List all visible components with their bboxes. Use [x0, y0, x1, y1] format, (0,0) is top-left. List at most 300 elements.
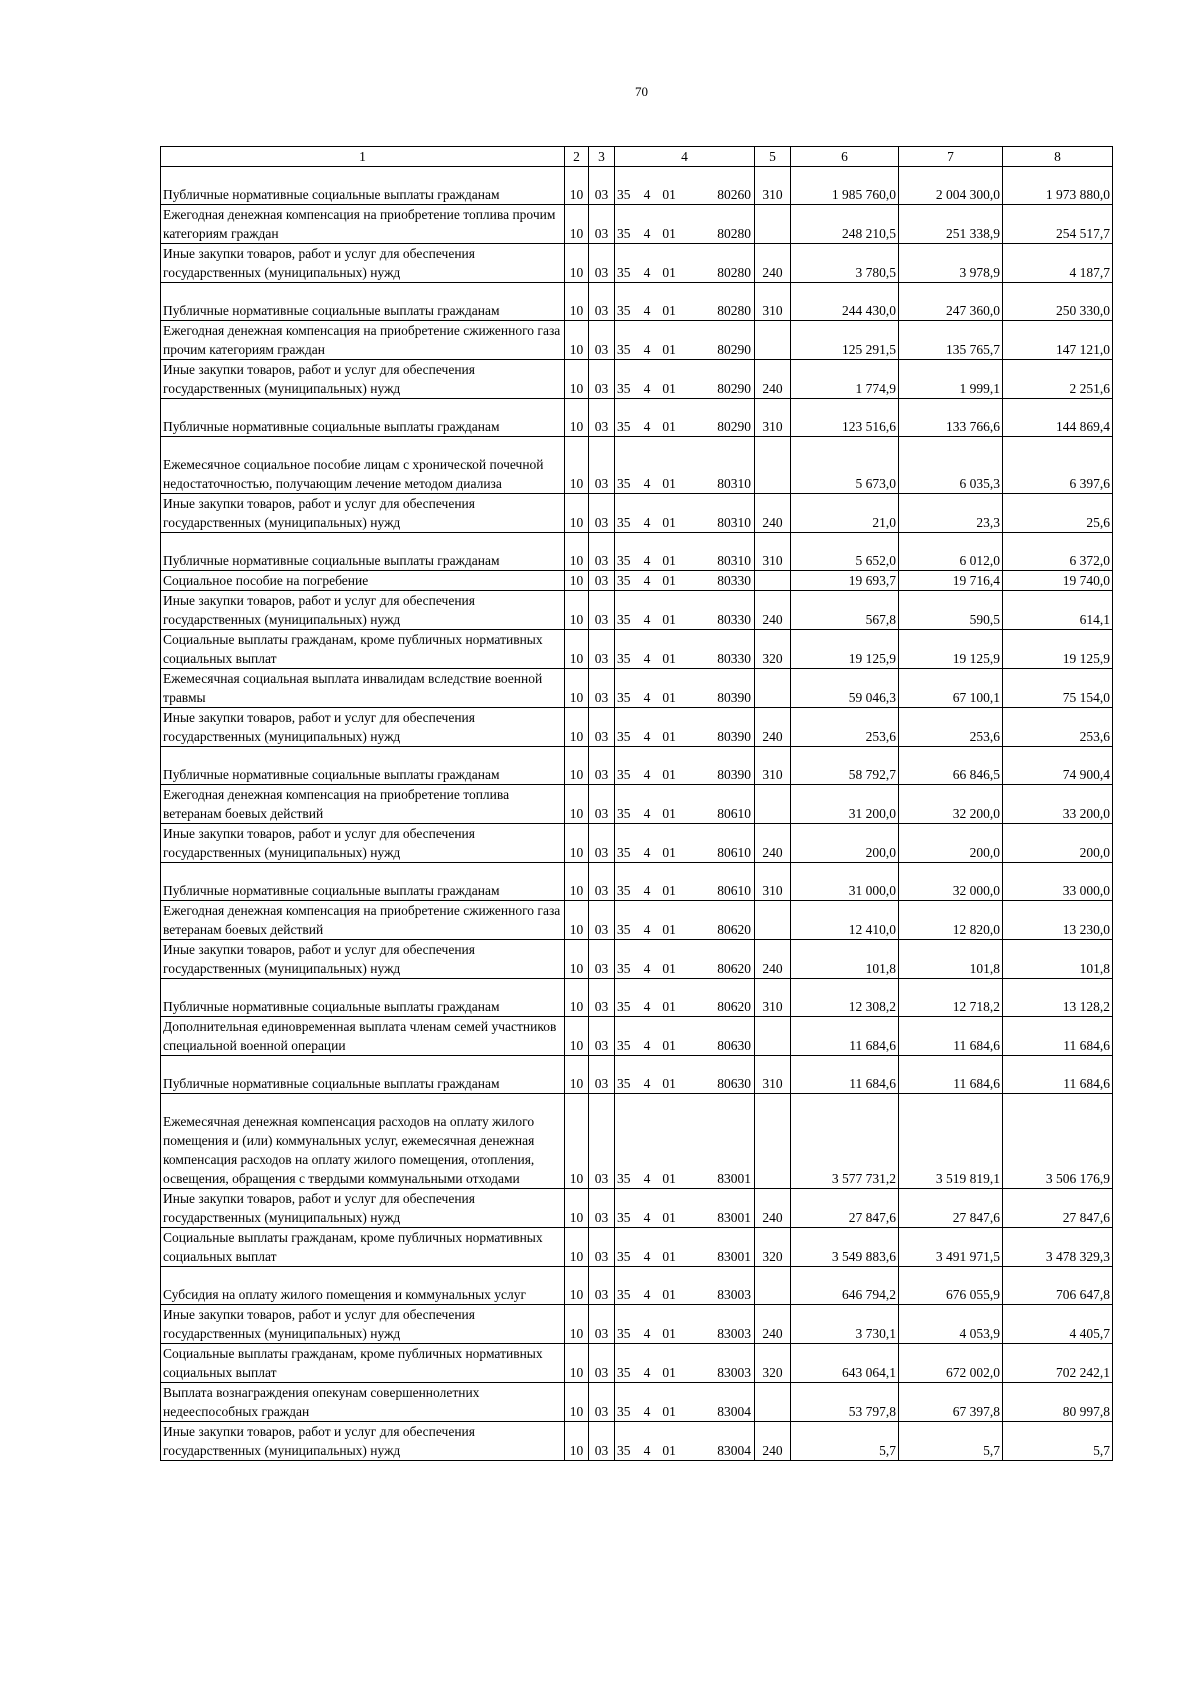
target-article-parts: [615, 340, 754, 359]
target-article-part: 80620: [717, 961, 751, 976]
target-article-code: [615, 1383, 755, 1422]
expense-type-code: 240: [755, 1305, 791, 1344]
target-article-code: [615, 1267, 755, 1305]
section-code: 10: [565, 283, 589, 321]
target-article-parts: [615, 688, 754, 707]
target-article-part: 01: [662, 1365, 676, 1380]
row-name: Ежегодная денежная компенсация на приобретение сжиженного газа ветеранам боевых действий: [161, 901, 565, 940]
target-article-part: 83003: [717, 1326, 751, 1341]
amount-col-7: 676 055,9: [899, 1267, 1003, 1305]
amount-col-6: 11 684,6: [791, 1017, 899, 1056]
target-article-part: 01: [662, 1210, 676, 1225]
table-row: [161, 244, 1113, 283]
table-row: [161, 785, 1113, 824]
expense-type-code: [755, 205, 791, 244]
amount-col-8: 5,7: [1003, 1422, 1113, 1461]
subsection-code: 03: [589, 283, 615, 321]
expense-type-code: 240: [755, 824, 791, 863]
subsection-code: 03: [589, 321, 615, 360]
target-article-part: 01: [662, 612, 676, 627]
subsection-code: 03: [589, 901, 615, 940]
target-article-code: [615, 979, 755, 1017]
target-article-parts: [615, 224, 754, 243]
target-article-code: [615, 940, 755, 979]
target-article-part: 01: [662, 1404, 676, 1419]
section-code: 10: [565, 863, 589, 901]
target-article-part: 4: [643, 303, 651, 318]
amount-col-7: 3 519 819,1: [899, 1094, 1003, 1189]
row-name: Социальные выплаты гражданам, кроме публичных нормативных социальных выплат: [161, 1344, 565, 1383]
target-article-code: [615, 901, 755, 940]
table-row: [161, 940, 1113, 979]
target-article-part: 35: [617, 553, 631, 568]
target-article-part: 35: [617, 767, 631, 782]
amount-col-6: 3 730,1: [791, 1305, 899, 1344]
target-article-part: 80630: [717, 1076, 751, 1091]
target-article-part: 35: [617, 187, 631, 202]
target-article-code: [615, 1344, 755, 1383]
table-row: [161, 669, 1113, 708]
target-article-part: 4: [643, 651, 651, 666]
target-article-part: 4: [643, 187, 651, 202]
target-article-part: 01: [662, 342, 676, 357]
target-article-code: [615, 437, 755, 494]
amount-col-6: 31 000,0: [791, 863, 899, 901]
amount-col-6: 19 125,9: [791, 630, 899, 669]
target-article-part: 35: [617, 381, 631, 396]
target-article-part: 35: [617, 1326, 631, 1341]
amount-col-8: 1 973 880,0: [1003, 167, 1113, 205]
target-article-code: [615, 747, 755, 785]
amount-col-7: 4 053,9: [899, 1305, 1003, 1344]
amount-col-7: 3 491 971,5: [899, 1228, 1003, 1267]
subsection-code: 03: [589, 1056, 615, 1094]
target-article-part: 01: [662, 515, 676, 530]
target-article-part: 01: [662, 226, 676, 241]
target-article-part: 01: [662, 767, 676, 782]
amount-col-6: 59 046,3: [791, 669, 899, 708]
header-cell: 5: [755, 147, 791, 167]
section-code: 10: [565, 437, 589, 494]
amount-col-6: 11 684,6: [791, 1056, 899, 1094]
table-row: [161, 591, 1113, 630]
target-article-part: 01: [662, 553, 676, 568]
target-article-parts: [615, 843, 754, 862]
target-article-part: 01: [662, 1287, 676, 1302]
target-article-part: 01: [662, 845, 676, 860]
target-article-code: [615, 824, 755, 863]
target-article-part: 4: [643, 612, 651, 627]
target-article-part: 4: [643, 419, 651, 434]
header-cell: 8: [1003, 147, 1113, 167]
section-code: 10: [565, 1422, 589, 1461]
expense-type-code: [755, 571, 791, 591]
row-name: Ежегодная денежная компенсация на приобретение топлива прочим категориям граждан: [161, 205, 565, 244]
target-article-part: 01: [662, 1076, 676, 1091]
section-code: 10: [565, 1189, 589, 1228]
amount-col-6: 5,7: [791, 1422, 899, 1461]
expense-type-code: [755, 1267, 791, 1305]
subsection-code: 03: [589, 494, 615, 533]
amount-col-6: 248 210,5: [791, 205, 899, 244]
subsection-code: 03: [589, 747, 615, 785]
amount-col-6: 58 792,7: [791, 747, 899, 785]
amount-col-6: 101,8: [791, 940, 899, 979]
subsection-code: 03: [589, 979, 615, 1017]
target-article-parts: [615, 765, 754, 784]
target-article-part: 80330: [717, 612, 751, 627]
target-article-parts: [615, 727, 754, 746]
amount-col-6: 19 693,7: [791, 571, 899, 591]
subsection-code: 03: [589, 360, 615, 399]
amount-col-6: 200,0: [791, 824, 899, 863]
row-name: Публичные нормативные социальные выплаты гражданам: [161, 979, 565, 1017]
target-article-part: 4: [643, 767, 651, 782]
table-row: [161, 1017, 1113, 1056]
target-article-part: 35: [617, 1404, 631, 1419]
section-code: 10: [565, 1017, 589, 1056]
amount-col-7: 1 999,1: [899, 360, 1003, 399]
amount-col-6: 1 774,9: [791, 360, 899, 399]
table-row: [161, 708, 1113, 747]
target-article-part: 4: [643, 922, 651, 937]
amount-col-6: 53 797,8: [791, 1383, 899, 1422]
expense-type-code: 240: [755, 360, 791, 399]
target-article-part: 01: [662, 265, 676, 280]
section-code: 10: [565, 940, 589, 979]
expense-type-code: 310: [755, 979, 791, 1017]
table-row: [161, 630, 1113, 669]
amount-col-7: 19 125,9: [899, 630, 1003, 669]
subsection-code: 03: [589, 1094, 615, 1189]
target-article-code: [615, 399, 755, 437]
target-article-part: 83003: [717, 1287, 751, 1302]
table-row: [161, 205, 1113, 244]
header-cell: 4: [615, 147, 755, 167]
row-name: Публичные нормативные социальные выплаты гражданам: [161, 167, 565, 205]
row-name: Иные закупки товаров, работ и услуг для обеспечения государственных (муниципальных) нужд: [161, 244, 565, 283]
target-article-part: 80260: [717, 187, 751, 202]
amount-col-8: 6 397,6: [1003, 437, 1113, 494]
row-name: Иные закупки товаров, работ и услуг для обеспечения государственных (муниципальных) нужд: [161, 1305, 565, 1344]
amount-col-6: 5 652,0: [791, 533, 899, 571]
target-article-part: 35: [617, 1365, 631, 1380]
section-code: 10: [565, 571, 589, 591]
target-article-parts: [615, 551, 754, 570]
table-row: [161, 1228, 1113, 1267]
expense-type-code: [755, 1383, 791, 1422]
subsection-code: 03: [589, 708, 615, 747]
target-article-part: 4: [643, 806, 651, 821]
target-article-part: 35: [617, 999, 631, 1014]
target-article-part: 35: [617, 690, 631, 705]
target-article-part: 80330: [717, 573, 751, 588]
header-cell: 2: [565, 147, 589, 167]
expense-type-code: 240: [755, 591, 791, 630]
amount-col-7: 200,0: [899, 824, 1003, 863]
target-article-part: 4: [643, 1076, 651, 1091]
target-article-part: 35: [617, 303, 631, 318]
row-name: Ежегодная денежная компенсация на приобретение топлива ветеранам боевых действий: [161, 785, 565, 824]
row-name: Ежемесячное социальное пособие лицам с хронической почечной недостаточностью, получающим лечение методом диализа: [161, 437, 565, 494]
header-cell: 3: [589, 147, 615, 167]
target-article-part: 35: [617, 883, 631, 898]
amount-col-8: 33 000,0: [1003, 863, 1113, 901]
amount-col-7: 672 002,0: [899, 1344, 1003, 1383]
subsection-code: 03: [589, 533, 615, 571]
amount-col-7: 66 846,5: [899, 747, 1003, 785]
expense-type-code: 310: [755, 863, 791, 901]
header-row: [161, 147, 1113, 167]
section-code: 10: [565, 630, 589, 669]
amount-col-8: 11 684,6: [1003, 1056, 1113, 1094]
amount-col-7: 2 004 300,0: [899, 167, 1003, 205]
table-row: [161, 167, 1113, 205]
amount-col-6: 253,6: [791, 708, 899, 747]
target-article-parts: [615, 804, 754, 823]
section-code: 10: [565, 321, 589, 360]
amount-col-7: 253,6: [899, 708, 1003, 747]
section-code: 10: [565, 669, 589, 708]
subsection-code: 03: [589, 591, 615, 630]
target-article-parts: [615, 649, 754, 668]
amount-col-7: 590,5: [899, 591, 1003, 630]
amount-col-7: 27 847,6: [899, 1189, 1003, 1228]
target-article-parts: [615, 1324, 754, 1343]
section-code: 10: [565, 244, 589, 283]
amount-col-8: 200,0: [1003, 824, 1113, 863]
amount-col-7: 32 000,0: [899, 863, 1003, 901]
row-name: Иные закупки товаров, работ и услуг для обеспечения государственных (муниципальных) нужд: [161, 591, 565, 630]
target-article-part: 35: [617, 651, 631, 666]
target-article-parts: [615, 1208, 754, 1227]
amount-col-7: 6 035,3: [899, 437, 1003, 494]
target-article-part: 4: [643, 1365, 651, 1380]
target-article-part: 01: [662, 961, 676, 976]
subsection-code: 03: [589, 205, 615, 244]
target-article-parts: [615, 1441, 754, 1460]
section-code: 10: [565, 1056, 589, 1094]
target-article-part: 01: [662, 381, 676, 396]
target-article-part: 4: [643, 381, 651, 396]
target-article-code: [615, 1094, 755, 1189]
expense-type-code: [755, 901, 791, 940]
expense-type-code: 240: [755, 1189, 791, 1228]
amount-col-6: 21,0: [791, 494, 899, 533]
target-article-part: 35: [617, 573, 631, 588]
subsection-code: 03: [589, 1305, 615, 1344]
target-article-part: 80290: [717, 381, 751, 396]
section-code: 10: [565, 1228, 589, 1267]
amount-col-8: 3 478 329,3: [1003, 1228, 1113, 1267]
amount-col-6: 646 794,2: [791, 1267, 899, 1305]
amount-col-7: 135 765,7: [899, 321, 1003, 360]
target-article-part: 80310: [717, 553, 751, 568]
target-article-part: 4: [643, 1210, 651, 1225]
target-article-part: 4: [643, 265, 651, 280]
target-article-part: 80610: [717, 845, 751, 860]
table-row: [161, 321, 1113, 360]
table-row: [161, 824, 1113, 863]
target-article-part: 83004: [717, 1404, 751, 1419]
section-code: 10: [565, 167, 589, 205]
target-article-part: 80610: [717, 806, 751, 821]
amount-col-7: 32 200,0: [899, 785, 1003, 824]
target-article-parts: [615, 959, 754, 978]
subsection-code: 03: [589, 1228, 615, 1267]
target-article-parts: [615, 513, 754, 532]
target-article-part: 01: [662, 1326, 676, 1341]
target-article-part: 4: [643, 999, 651, 1014]
target-article-part: 35: [617, 806, 631, 821]
target-article-part: 80330: [717, 651, 751, 666]
target-article-part: 80310: [717, 515, 751, 530]
amount-col-8: 4 405,7: [1003, 1305, 1113, 1344]
target-article-part: 35: [617, 845, 631, 860]
table-row: [161, 571, 1113, 591]
target-article-part: 80290: [717, 342, 751, 357]
row-name: Дополнительная единовременная выплата членам семей участников специальной военной операции: [161, 1017, 565, 1056]
target-article-code: [615, 1422, 755, 1461]
target-article-part: 01: [662, 1038, 676, 1053]
amount-col-8: 3 506 176,9: [1003, 1094, 1113, 1189]
target-article-code: [615, 494, 755, 533]
target-article-parts: [615, 379, 754, 398]
target-article-part: 80390: [717, 690, 751, 705]
target-article-part: 01: [662, 806, 676, 821]
target-article-code: [615, 708, 755, 747]
target-article-part: 01: [662, 1443, 676, 1458]
expense-type-code: 240: [755, 708, 791, 747]
section-code: 10: [565, 533, 589, 571]
amount-col-7: 251 338,9: [899, 205, 1003, 244]
table-row: [161, 1189, 1113, 1228]
amount-col-7: 19 716,4: [899, 571, 1003, 591]
target-article-code: [615, 863, 755, 901]
target-article-parts: [615, 1402, 754, 1421]
amount-col-8: 19 125,9: [1003, 630, 1113, 669]
target-article-part: 35: [617, 961, 631, 976]
target-article-parts: [615, 881, 754, 900]
target-article-part: 01: [662, 883, 676, 898]
target-article-part: 35: [617, 226, 631, 241]
target-article-parts: [615, 571, 754, 590]
amount-col-6: 3 780,5: [791, 244, 899, 283]
expense-type-code: 320: [755, 1228, 791, 1267]
table-row: [161, 979, 1113, 1017]
target-article-part: 35: [617, 1076, 631, 1091]
amount-col-8: 13 128,2: [1003, 979, 1113, 1017]
amount-col-6: 12 308,2: [791, 979, 899, 1017]
amount-col-7: 6 012,0: [899, 533, 1003, 571]
expense-type-code: 240: [755, 1422, 791, 1461]
row-name: Социальные выплаты гражданам, кроме публичных нормативных социальных выплат: [161, 630, 565, 669]
amount-col-7: 12 820,0: [899, 901, 1003, 940]
target-article-part: 35: [617, 1249, 631, 1264]
expense-type-code: [755, 437, 791, 494]
target-article-part: 35: [617, 476, 631, 491]
expense-type-code: 310: [755, 399, 791, 437]
amount-col-8: 11 684,6: [1003, 1017, 1113, 1056]
table-row: [161, 494, 1113, 533]
subsection-code: 03: [589, 940, 615, 979]
target-article-part: 4: [643, 1326, 651, 1341]
subsection-code: 03: [589, 244, 615, 283]
target-article-part: 83003: [717, 1365, 751, 1380]
target-article-code: [615, 283, 755, 321]
target-article-part: 35: [617, 1287, 631, 1302]
amount-col-7: 67 100,1: [899, 669, 1003, 708]
target-article-code: [615, 360, 755, 399]
amount-col-8: 101,8: [1003, 940, 1113, 979]
amount-col-7: 23,3: [899, 494, 1003, 533]
table-row: [161, 901, 1113, 940]
row-name: Иные закупки товаров, работ и услуг для обеспечения государственных (муниципальных) нужд: [161, 360, 565, 399]
subsection-code: 03: [589, 1422, 615, 1461]
amount-col-7: 247 360,0: [899, 283, 1003, 321]
target-article-part: 4: [643, 342, 651, 357]
subsection-code: 03: [589, 669, 615, 708]
target-article-part: 01: [662, 690, 676, 705]
target-article-parts: [615, 417, 754, 436]
target-article-part: 4: [643, 1443, 651, 1458]
row-name: Иные закупки товаров, работ и услуг для обеспечения государственных (муниципальных) нужд: [161, 824, 565, 863]
subsection-code: 03: [589, 1383, 615, 1422]
target-article-code: [615, 1189, 755, 1228]
header-cell: 6: [791, 147, 899, 167]
target-article-code: [615, 533, 755, 571]
table-row: [161, 283, 1113, 321]
target-article-part: 01: [662, 303, 676, 318]
row-name: Ежемесячная денежная компенсация расходов на оплату жилого помещения и (или) коммунальных услуг, ежемесячная денежная компенсация расходов на оплату жилого помещения, отопления, освещения, обращения с твердыми коммунальными отходами: [161, 1094, 565, 1189]
section-code: 10: [565, 901, 589, 940]
amount-col-6: 5 673,0: [791, 437, 899, 494]
target-article-part: 4: [643, 515, 651, 530]
target-article-part: 35: [617, 729, 631, 744]
target-article-part: 4: [643, 1287, 651, 1302]
target-article-parts: [615, 185, 754, 204]
amount-col-8: 33 200,0: [1003, 785, 1113, 824]
target-article-code: [615, 321, 755, 360]
target-article-parts: [615, 997, 754, 1016]
section-code: 10: [565, 747, 589, 785]
amount-col-8: 254 517,7: [1003, 205, 1113, 244]
expense-type-code: [755, 1017, 791, 1056]
subsection-code: 03: [589, 437, 615, 494]
target-article-part: 35: [617, 1038, 631, 1053]
amount-col-6: 12 410,0: [791, 901, 899, 940]
amount-col-6: 27 847,6: [791, 1189, 899, 1228]
target-article-parts: [615, 610, 754, 629]
row-name: Публичные нормативные социальные выплаты гражданам: [161, 747, 565, 785]
amount-col-6: 643 064,1: [791, 1344, 899, 1383]
section-code: 10: [565, 1344, 589, 1383]
expense-type-code: 320: [755, 1344, 791, 1383]
target-article-code: [615, 1228, 755, 1267]
target-article-part: 01: [662, 651, 676, 666]
amount-col-7: 5,7: [899, 1422, 1003, 1461]
amount-col-8: 706 647,8: [1003, 1267, 1113, 1305]
table-row: [161, 399, 1113, 437]
amount-col-8: 2 251,6: [1003, 360, 1113, 399]
target-article-part: 35: [617, 515, 631, 530]
target-article-parts: [615, 263, 754, 282]
target-article-part: 35: [617, 1210, 631, 1225]
table-row: [161, 437, 1113, 494]
row-name: Публичные нормативные социальные выплаты гражданам: [161, 863, 565, 901]
amount-col-6: 3 577 731,2: [791, 1094, 899, 1189]
table-row: [161, 1422, 1113, 1461]
